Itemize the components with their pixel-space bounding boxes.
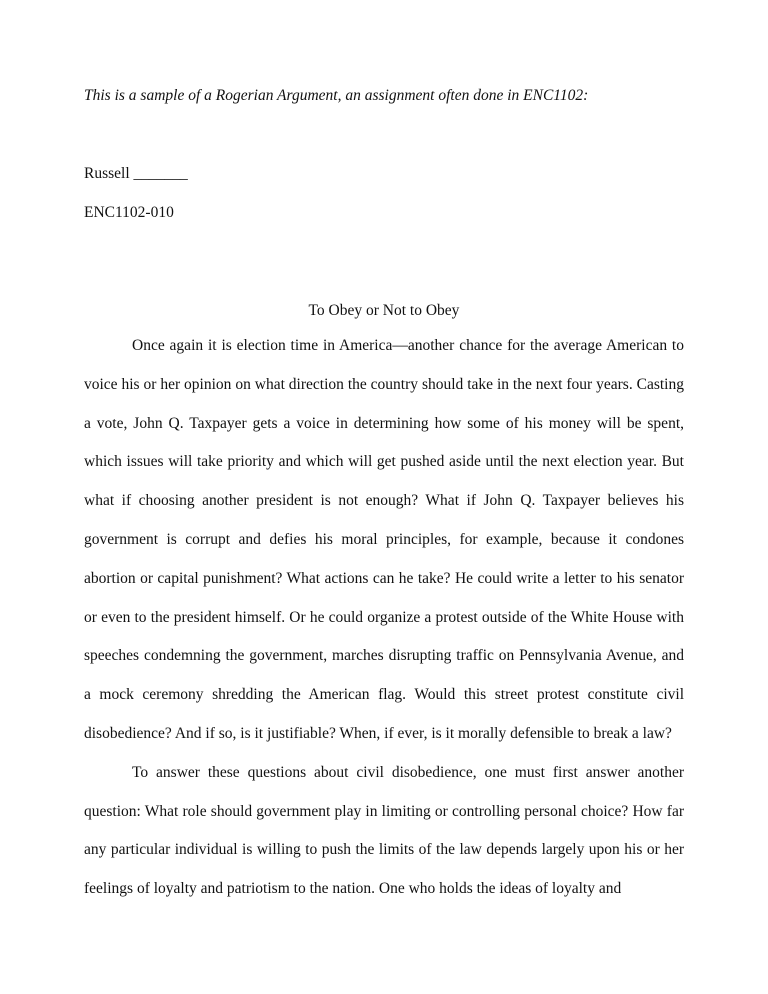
author-line: Russell _______ [84,165,188,182]
body-paragraph: To answer these questions about civil disobedience, one must first answer another question: What role should government play in limiting or controlling personal choice? How far any particular individual is willing to push the limits of the law depends largely upon his or her feelings of loyalty and patriotism to the nation. One who holds the ideas of loyalty and [84,763,684,898]
body-paragraph: Once again it is election time in America—another chance for the average American to voice his or her opinion on what direction the country should take in the next four years. Casting a vote, John Q. Taxpayer gets a voice in determining how some of his money will be spent, which issues will take priority and which will get pushed aside until the next election year. But what if choosing another president is not enough? What if John Q. Taxpayer believes his government is corrupt and defies his moral principles, for example, because it condones abortion or capital punishment? What actions can he take? He could write a letter to his senator or even to the president himself. Or he could organize a protest outside of the White House with speeches condemning the government, marches disrupting traffic on Pennsylvania Avenue, and a mock ceremony shredding the American flag. Would this street protest constitute civil disobedience? And if so, is it justifiable? When, if ever, is it morally defensible to break a law? [84,337,684,742]
essay-body [84,327,684,909]
course-line: ENC1102-010 [84,204,174,221]
intro-note: This is a sample of a Rogerian Argument, an assignment often done in ENC1102: [84,87,589,104]
essay-title: To Obey or Not to Obey [308,302,460,319]
